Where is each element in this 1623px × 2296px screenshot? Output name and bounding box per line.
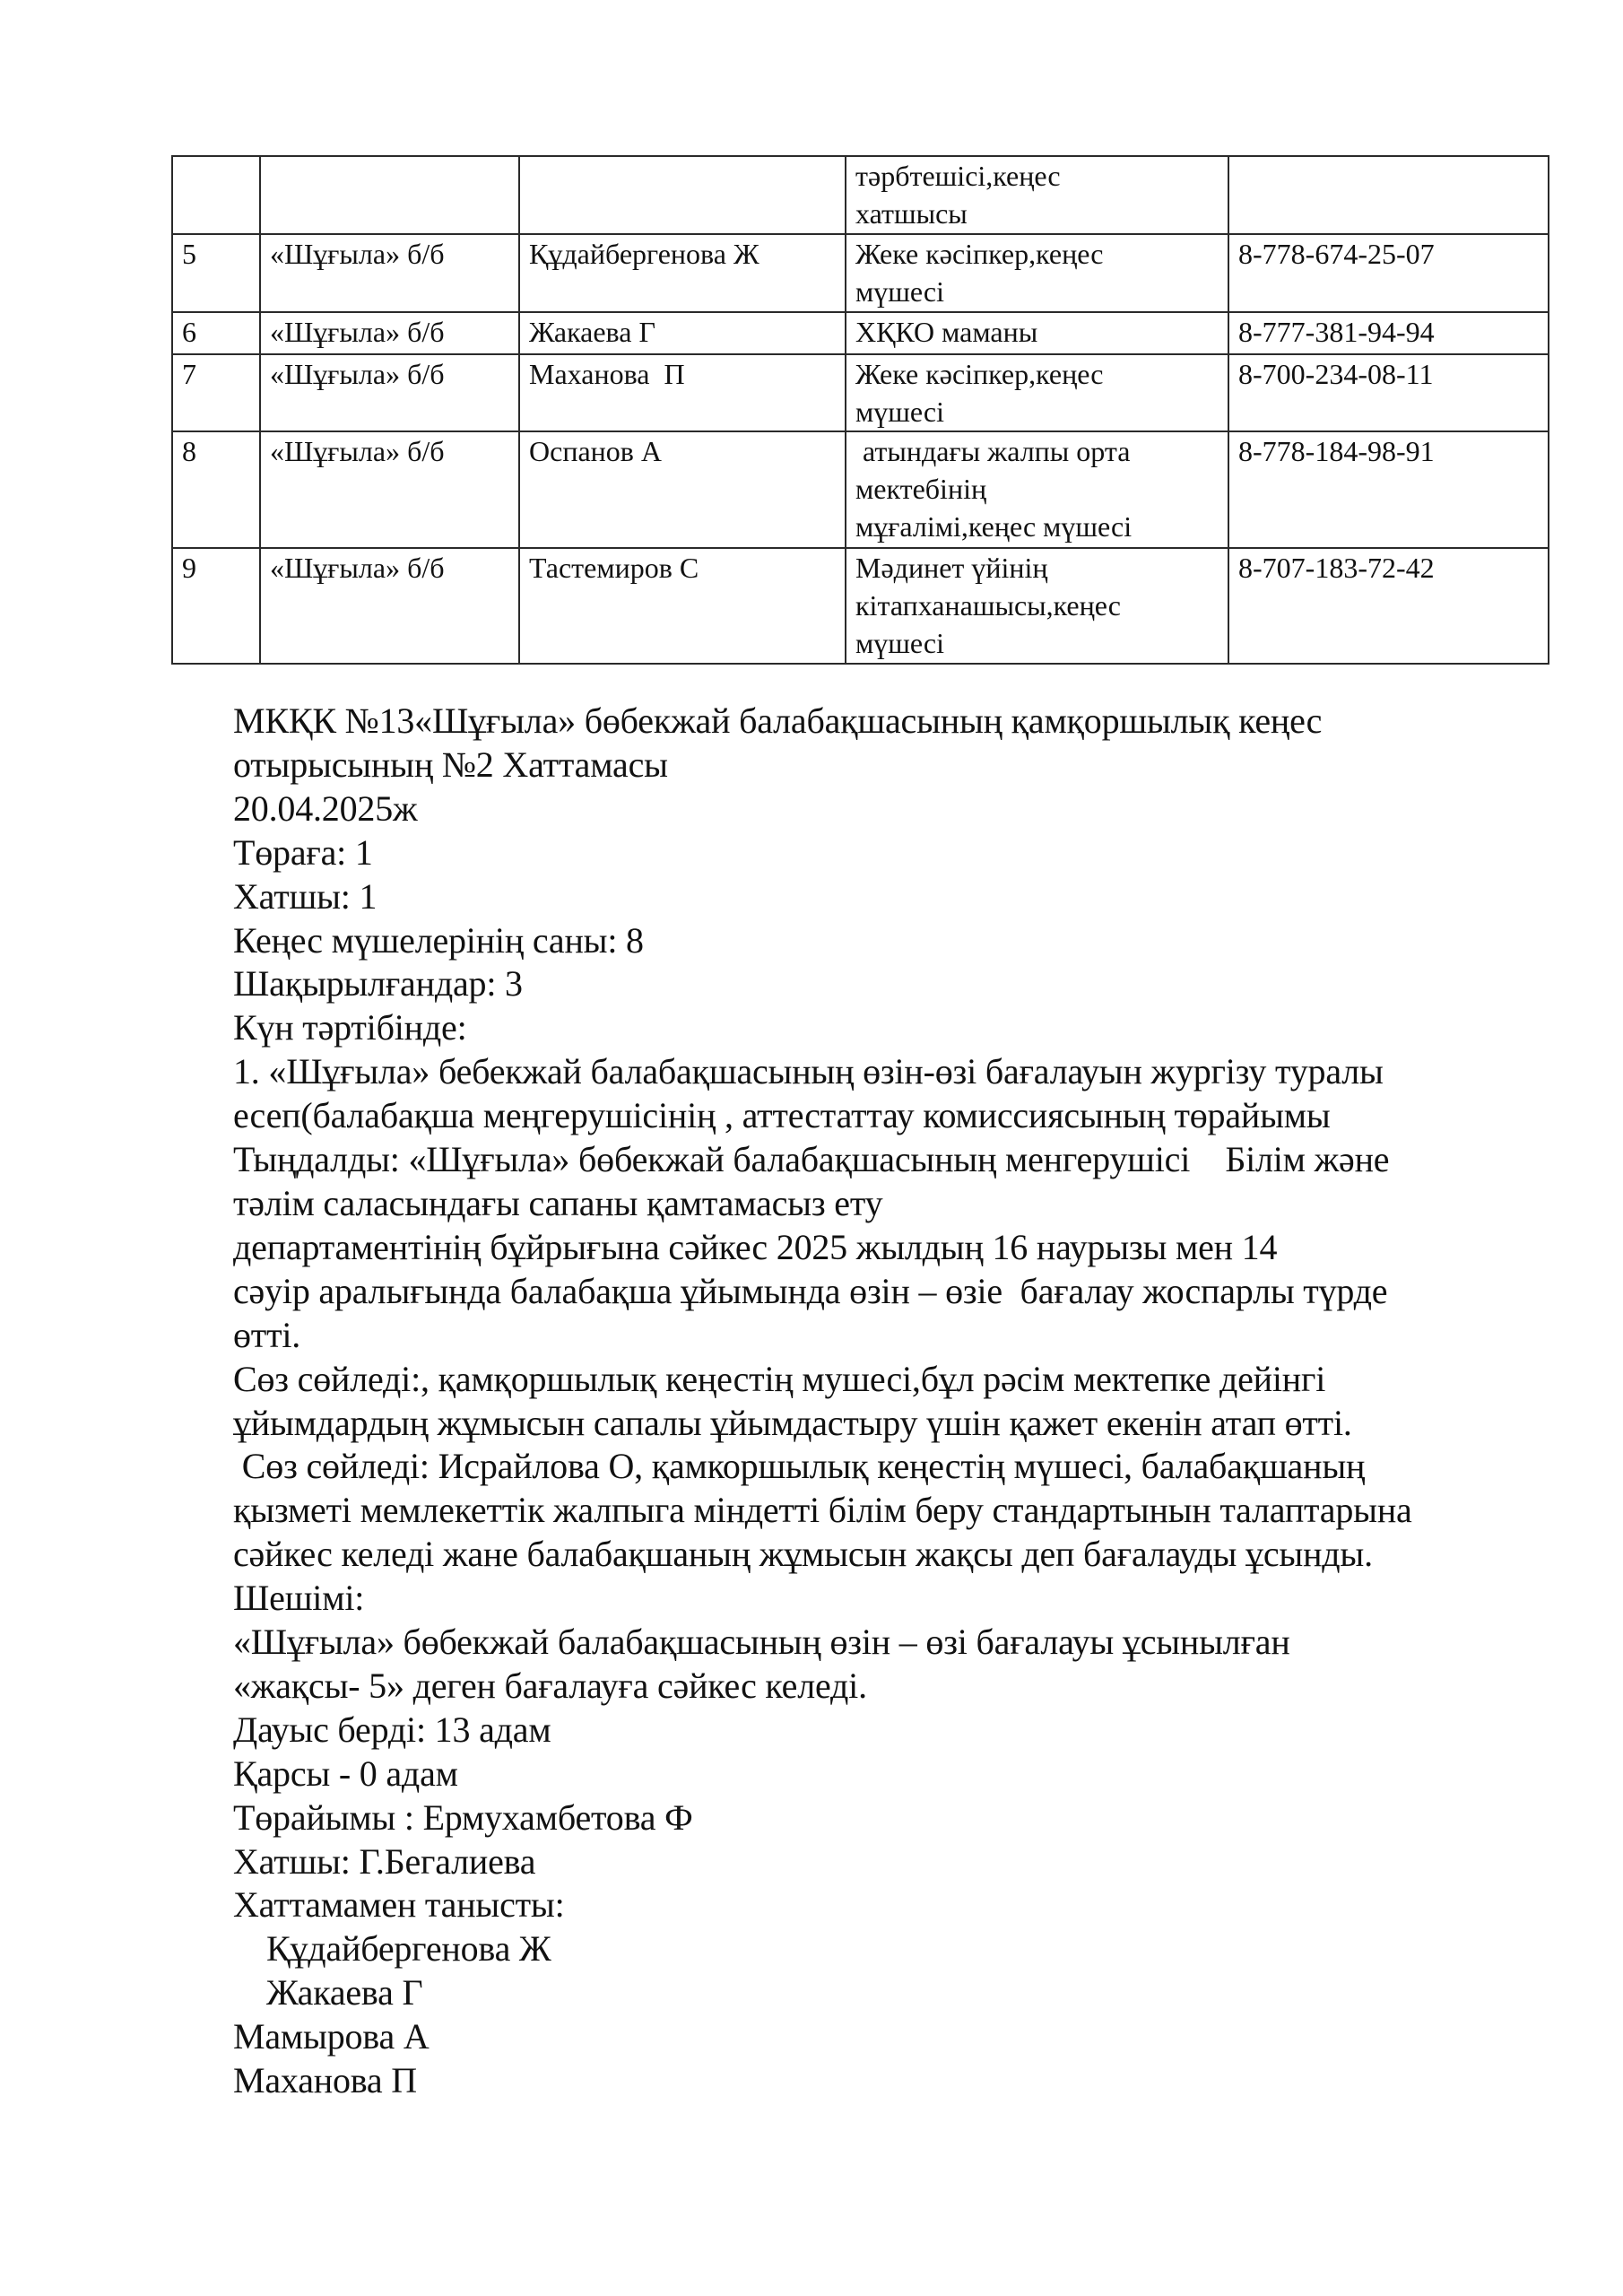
heard-paragraph: Тыңдалды: «Шұғыла» бөбекжай балабақшасының менгерушісі Білім және xyxy=(233,1139,1390,1180)
organization-cell: «Шұғыла» б/б xyxy=(260,548,519,664)
role-line: мүшесі xyxy=(855,627,944,659)
heard-paragraph: департаментінің бұйрығына сәйкес 2025 жылдың 16 наурызы мен 14 xyxy=(233,1226,1278,1267)
row-number-cell: 9 xyxy=(172,548,260,664)
agenda-item: есеп(балабақша меңгерушісінің , аттестаттау комиссиясының төрайымы xyxy=(233,1095,1331,1136)
phone-cell: 8-778-184-98-91 xyxy=(1228,431,1549,548)
speech-paragraph: қызметі мемлекеттік жалпыга міндетті білім беру стандартынын талаптарына xyxy=(233,1490,1412,1531)
chair-count: Төраға: 1 xyxy=(233,831,373,873)
role-line: Жеке кәсіпкер,кеңес xyxy=(855,238,1104,270)
role-cell xyxy=(846,431,1228,548)
decision-text: «жақсы- 5» деген бағалауға сәйкес келеді. xyxy=(233,1665,867,1706)
table-row xyxy=(172,156,1549,234)
organization-cell: «Шұғыла» б/б xyxy=(260,354,519,431)
acquainted-label: Хаттамамен танысты: xyxy=(233,1884,565,1926)
role-line: Мәдинет үйінің xyxy=(855,552,1048,584)
role-cell xyxy=(846,548,1228,664)
phone-cell: 8-707-183-72-42 xyxy=(1228,548,1549,664)
role-line: тәрбтешісі,кеңес xyxy=(855,160,1061,192)
agenda-item: 1. «Шұғыла» бебекжай балабақшасының өзін-өзі бағалауын жургізу туралы xyxy=(233,1051,1384,1092)
protocol-body xyxy=(233,700,1560,2103)
member-name-cell: Тастемиров С xyxy=(519,548,846,664)
votes-against: Қарсы - 0 адам xyxy=(233,1752,458,1794)
organization-cell xyxy=(260,156,519,234)
role-line: мұғалімі,кеңес мүшесі xyxy=(855,510,1133,543)
organization-cell: «Шұғыла» б/б xyxy=(260,312,519,354)
acquainted-person: Маханова П xyxy=(233,2060,417,2101)
phone-cell xyxy=(1228,156,1549,234)
members-count: Кеңес мүшелерінің саны: 8 xyxy=(233,919,644,961)
speech-paragraph: Сөз сөйледі:, қамқоршылық кеңестің мушесі,бұл рәсім мектепке дейінгі xyxy=(233,1358,1326,1399)
chairwoman-signature: Төрайымы : Ермухамбетова Ф xyxy=(233,1796,693,1838)
role-line: Жеке кәсіпкер,кеңес xyxy=(855,358,1104,390)
protocol-title: отырысының №2 Хаттамасы xyxy=(233,744,668,785)
speech-paragraph: ұйымдардың жұмысын сапалы ұйымдастыру үшін қажет екенін атап өтті. xyxy=(233,1402,1352,1443)
votes-for: Дауыс берді: 13 адам xyxy=(233,1709,551,1750)
speech-paragraph: Сөз сөйледі: Исрайлова О, қамкоршылық кеңестің мүшесі, балабақшаның xyxy=(233,1446,1366,1487)
table-row xyxy=(172,354,1549,431)
invited-count: Шақырылғандар: 3 xyxy=(233,963,523,1004)
member-name-cell: Оспанов А xyxy=(519,431,846,548)
council-members-table xyxy=(171,155,1549,665)
protocol-title: МКҚК №13«Шұғыла» бөбекжай балабақшасының қамқоршылық кеңес xyxy=(233,700,1323,741)
row-number-cell: 8 xyxy=(172,431,260,548)
member-name-cell xyxy=(519,156,846,234)
member-name-cell: Құдайбергенова Ж xyxy=(519,234,846,312)
decision-label: Шешімі: xyxy=(233,1578,365,1619)
protocol-date: 20.04.2025ж xyxy=(233,787,418,829)
member-name-cell: Маханова П xyxy=(519,354,846,431)
role-cell xyxy=(846,354,1228,431)
acquainted-person: Жакаева Г xyxy=(266,1972,423,2013)
phone-cell: 8-777-381-94-94 xyxy=(1228,312,1549,354)
heard-paragraph: тәлім саласындағы сапаны қамтамасыз ету xyxy=(233,1182,883,1223)
decision-text: «Шұғыла» бөбекжай балабақшасының өзін – өзі бағалауы ұсынылған xyxy=(233,1622,1290,1663)
secretary-signature: Хатшы: Г.Бегалиева xyxy=(233,1840,536,1882)
row-number-cell: 7 xyxy=(172,354,260,431)
role-cell xyxy=(846,156,1228,234)
table-row xyxy=(172,431,1549,548)
agenda-label: Күн тәртібінде: xyxy=(233,1007,467,1048)
row-number-cell: 5 xyxy=(172,234,260,312)
role-line: атындағы жалпы орта xyxy=(855,435,1131,467)
organization-cell: «Шұғыла» б/б xyxy=(260,431,519,548)
acquainted-person: Мамырова А xyxy=(233,2016,430,2057)
role-cell xyxy=(846,234,1228,312)
table-row xyxy=(172,548,1549,664)
role-cell xyxy=(846,312,1228,354)
phone-cell: 8-778-674-25-07 xyxy=(1228,234,1549,312)
acquainted-person: Құдайбергенова Ж xyxy=(266,1928,551,1970)
secretary-count: Хатшы: 1 xyxy=(233,875,378,917)
heard-paragraph: сәуір аралығында балабақша ұйымында өзін – өзіе бағалау жоспарлы түрде xyxy=(233,1270,1388,1311)
role-line: хатшысы xyxy=(855,197,968,230)
member-name-cell: Жакаева Г xyxy=(519,312,846,354)
table-row xyxy=(172,312,1549,354)
row-number-cell xyxy=(172,156,260,234)
role-line: ХҚКО маманы xyxy=(855,316,1038,348)
speech-paragraph: сәйкес келеді жане балабақшаның жұмысын жақсы деп бағалауды ұсынды. xyxy=(233,1534,1373,1575)
organization-cell: «Шұғыла» б/б xyxy=(260,234,519,312)
role-line: кітапханашысы,кеңес xyxy=(855,589,1121,622)
phone-cell: 8-700-234-08-11 xyxy=(1228,354,1549,431)
table-row xyxy=(172,234,1549,312)
role-line: мүшесі xyxy=(855,396,944,428)
heard-paragraph: өтті. xyxy=(233,1314,301,1355)
role-line: мүшесі xyxy=(855,275,944,308)
role-line: мектебінің xyxy=(855,473,987,505)
row-number-cell: 6 xyxy=(172,312,260,354)
